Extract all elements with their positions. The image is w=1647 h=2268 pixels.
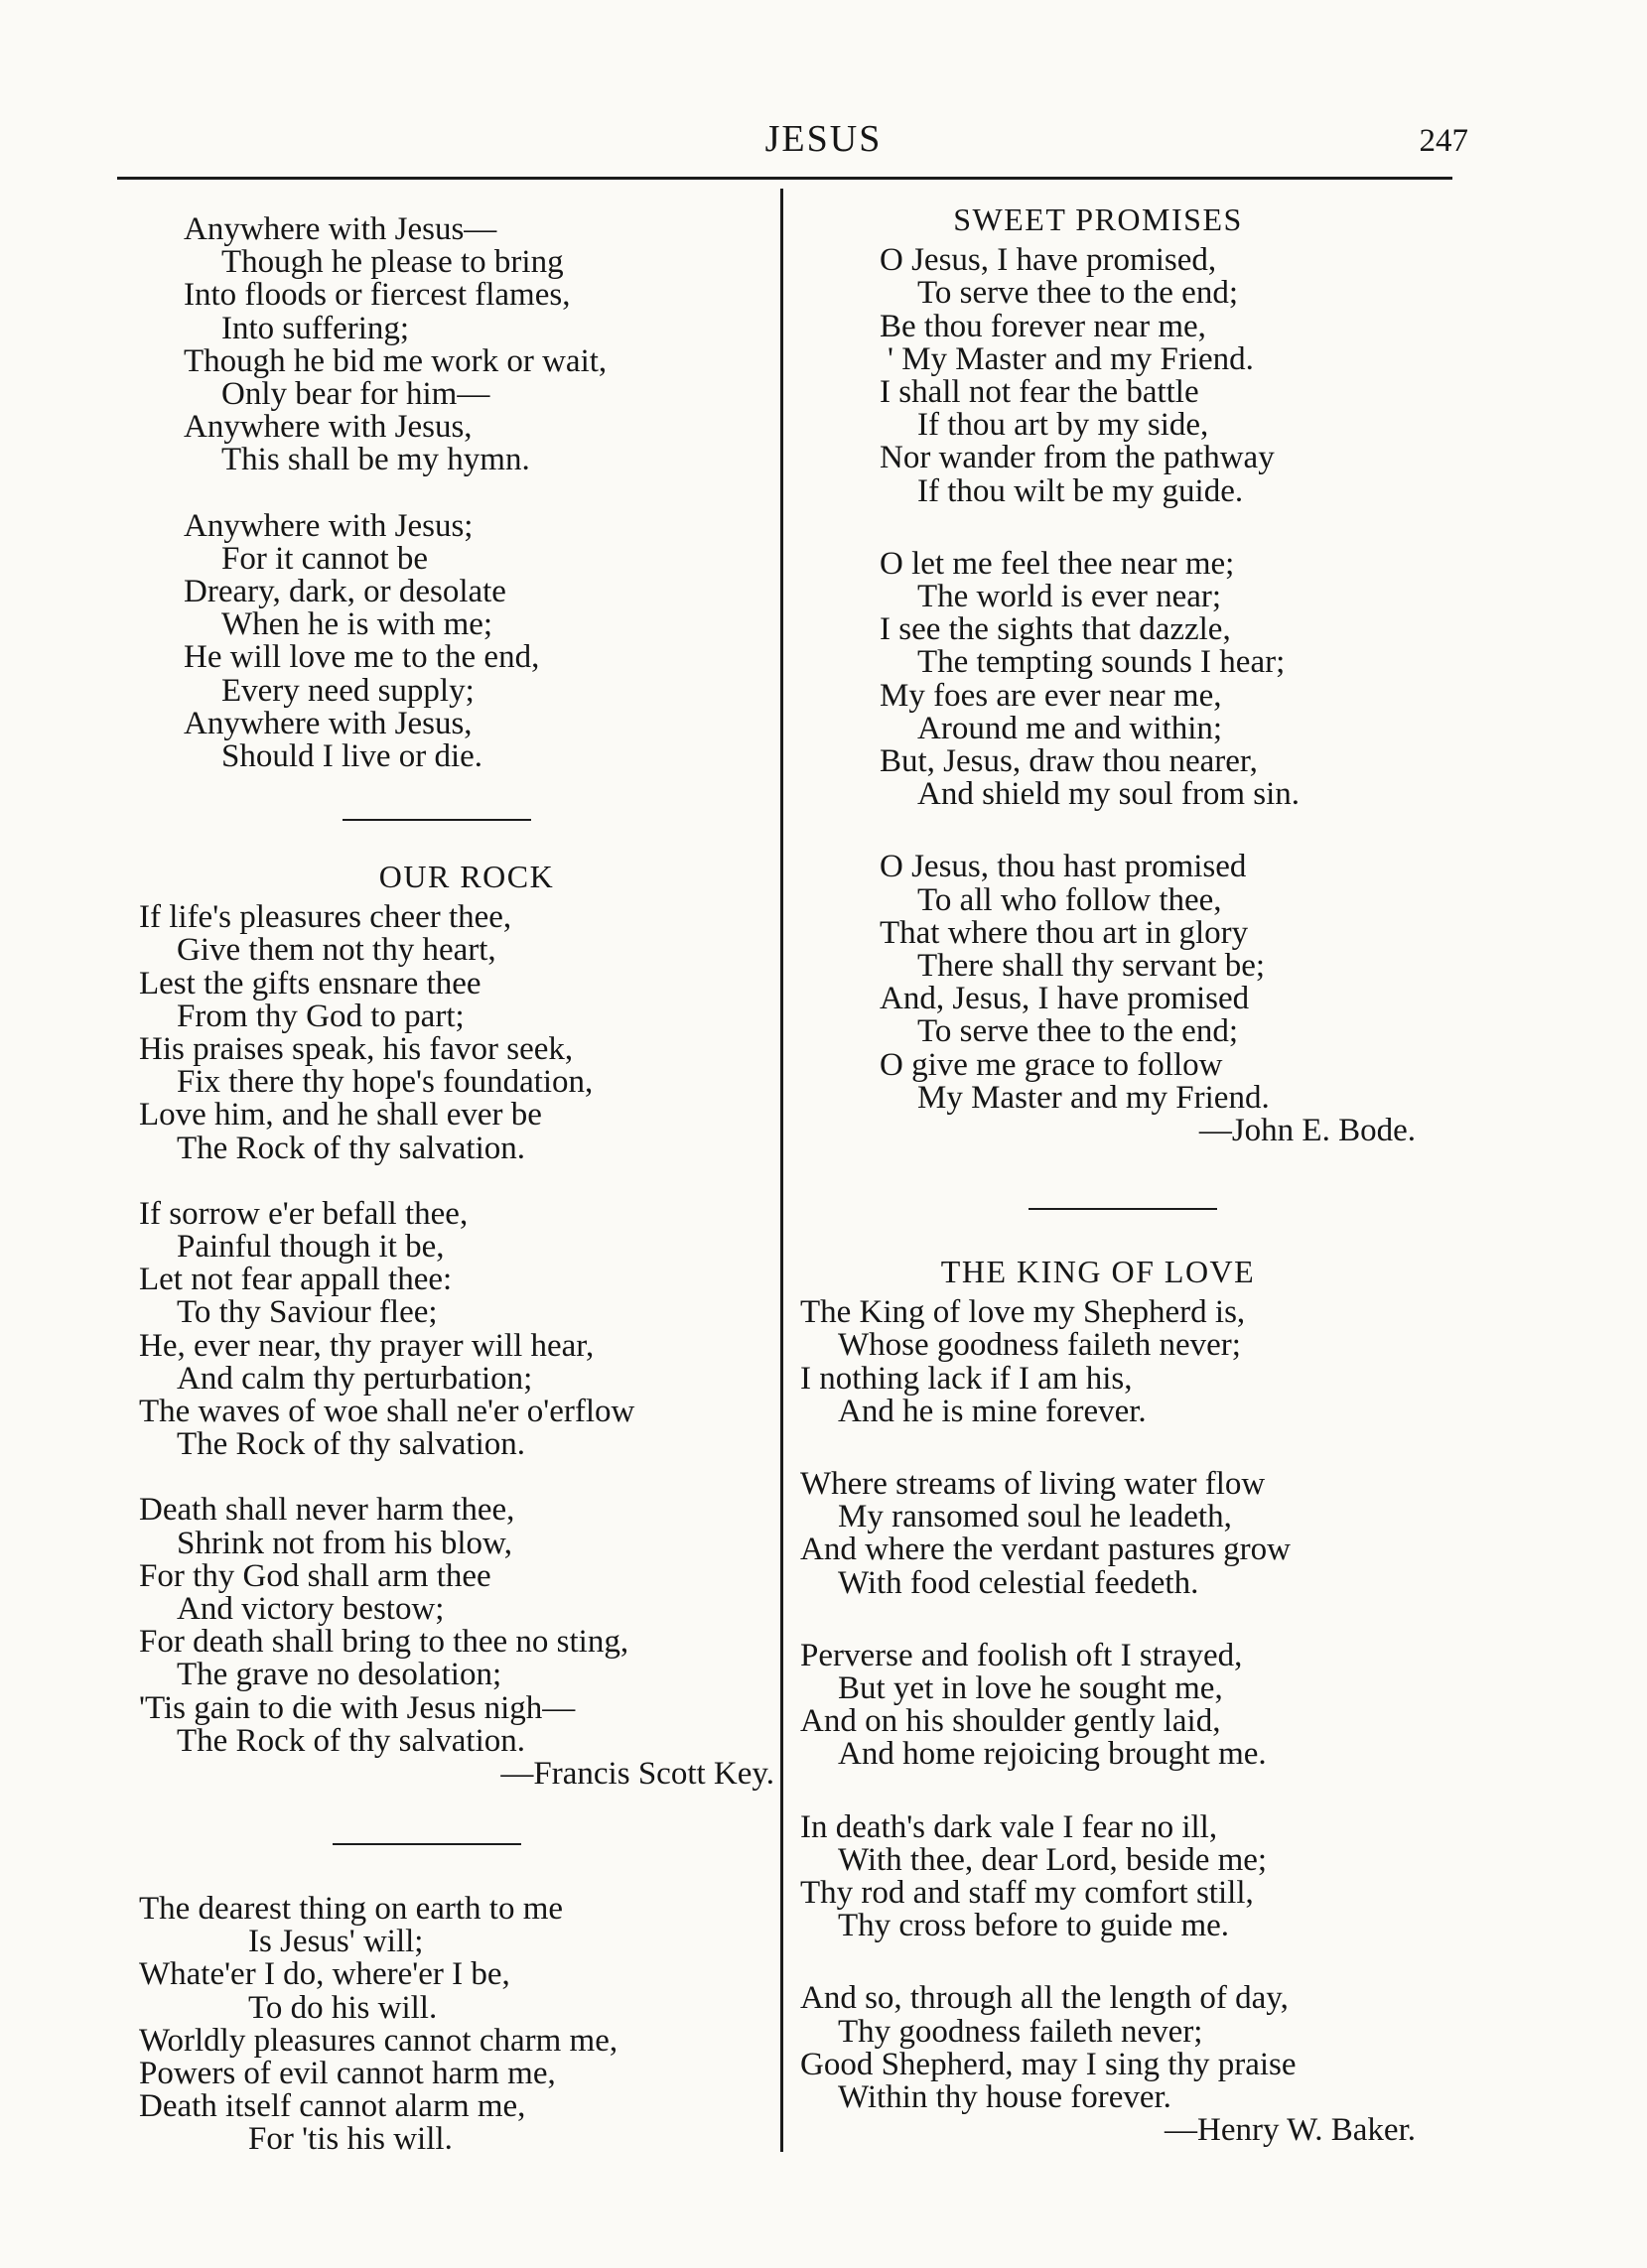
verse-line: When he is with me; [221,606,493,643]
verse-line: With thee, dear Lord, beside me; [838,1841,1268,1878]
verse-line: For 'tis his will. [248,2121,453,2158]
verse-line: Every need supply; [221,672,475,709]
verse-line: Fix there thy hope's foundation, [177,1064,594,1101]
verse-line: Into floods or fiercest flames, [184,277,571,314]
verse-line: Let not fear appall thee: [139,1262,453,1298]
verse-line: If thou art by my side, [917,407,1209,444]
verse-line: Though he bid me work or wait, [184,342,608,379]
verse-line: Shrink not from his blow, [177,1525,512,1561]
verse-line: O let me feel thee near me; [880,545,1235,582]
verse-line: The Rock of thy salvation. [177,1722,526,1759]
verse-line: I see the sights that dazzle, [880,611,1231,648]
verse-line: The world is ever near; [917,579,1222,615]
verse-line: Within thy house forever. [838,2079,1171,2116]
verse-line: And shield my soul from sin. [917,776,1300,813]
stanza [800,1982,1445,2114]
verse-line: I shall not fear the battle [880,374,1199,411]
verse-line: And where the verdant pastures grow [800,1532,1291,1568]
section-divider [343,819,531,821]
verse-line: And calm thy perturbation; [177,1360,533,1397]
hymn-author: —Henry W. Baker. [1165,2112,1416,2149]
verse-line: O give me grace to follow [880,1046,1223,1083]
verse-line: To serve thee to the end; [917,275,1238,312]
verse-line: And, Jesus, I have promised [880,981,1250,1017]
hymn-anywhere [184,213,740,773]
verse-line: To all who follow thee, [917,881,1222,918]
verse-line: For it cannot be [221,540,429,577]
hymn-title: SWEET PROMISES [953,201,1243,237]
verse-line: Anywhere with Jesus, [184,705,473,741]
verse-line: If sorrow e'er befall thee, [139,1195,469,1232]
verse-line: His praises speak, his favor seek, [139,1031,574,1068]
verse-line: He will love me to the end, [184,639,540,676]
verse-line: Powers of evil cannot harm me, [139,2056,556,2092]
hymn-title: THE KING OF LOVE [940,1254,1256,1289]
verse-line: With food celestial feedeth. [838,1564,1199,1601]
verse-line: And he is mine forever. [838,1393,1147,1429]
hymn-sweet-promises [880,203,1416,1147]
verse-line: Give them not thy heart, [177,932,496,969]
verse-line: I nothing lack if I am his, [800,1360,1133,1397]
verse-line: Thy cross before to guide me. [838,1908,1230,1944]
verse-line: That where thou art in glory [880,914,1249,951]
stanza [800,1296,1445,1428]
hymn-dearest-thing [139,1893,774,2157]
verse-line: To serve thee to the end; [917,1013,1238,1050]
verse-line: And so, through all the length of day, [800,1980,1289,2017]
verse-line: The Rock of thy salvation. [177,1130,526,1166]
verse-line: The tempting sounds I hear; [917,644,1286,681]
verse-line: Painful though it be, [177,1229,445,1266]
verse-line: And victory bestow; [177,1591,445,1628]
verse-line: If life's pleasures cheer thee, [139,899,512,936]
verse-line: The waves of woe shall ne'er o'erflow [139,1394,635,1430]
verse-line: Nor wander from the pathway [880,440,1275,476]
hymn-our-rock [139,861,774,1791]
verse-line: O Jesus, I have promised, [880,242,1217,279]
verse-line: ' My Master and my Friend. [888,340,1254,377]
stanza [880,244,1416,508]
verse-line: Whate'er I do, where'er I be, [139,1956,510,1993]
verse-line: My ransomed soul he leadeth, [838,1499,1232,1535]
stanza [800,1468,1445,1600]
verse-line: Only bear for him— [221,376,490,413]
hymn-king-of-love [800,1256,1445,2147]
verse-line: To do his will. [248,1989,438,2026]
verse-line: Death itself cannot alarm me, [139,2088,526,2125]
verse-line: Anywhere with Jesus; [184,507,474,544]
verse-line: There shall thy servant be; [917,948,1266,985]
verse-line: Is Jesus' will; [248,1924,424,1960]
header-rule [117,177,1452,180]
verse-line: The grave no desolation; [177,1657,502,1693]
section-divider [1029,1208,1217,1210]
verse-line: Good Shepherd, may I sing thy praise [800,2046,1297,2082]
running-head: JESUS [764,118,883,160]
hymn-author: —Francis Scott Key. [500,1756,774,1793]
verse-line: My foes are ever near me, [880,677,1222,714]
verse-line: Around me and within; [917,710,1223,746]
hymn-author: —John E. Bode. [1198,1113,1416,1149]
verse-line: The King of love my Shepherd is, [800,1294,1246,1331]
verse-line: This shall be my hymn. [221,442,530,478]
stanza [800,1637,1445,1773]
column-rule [780,189,783,2152]
verse-line: Lest the gifts ensnare thee [139,965,481,1001]
stanza [139,1494,774,1758]
verse-line: He, ever near, thy prayer will hear, [139,1327,595,1364]
verse-line: And on his shoulder gently laid, [800,1703,1221,1740]
stanza [800,1808,1445,1944]
verse-line: Love him, and he shall ever be [139,1097,542,1134]
section-divider [333,1843,521,1845]
verse-line: Worldly pleasures cannot charm me, [139,2022,618,2059]
verse-line: Thy rod and staff my comfort still, [800,1875,1254,1912]
verse-line: But yet in love he sought me, [838,1670,1223,1707]
stanza [880,851,1416,1115]
verse-line: Thy goodness faileth never; [838,2013,1203,2050]
stanza [880,545,1416,813]
verse-line: Should I live or die. [221,738,483,775]
verse-line: Whose goodness faileth never; [838,1327,1241,1364]
verse-line: Into suffering; [221,310,410,346]
hymn-title: OUR ROCK [378,859,555,894]
verse-line: From thy God to part; [177,998,465,1034]
verse-line: Death shall never harm thee, [139,1492,515,1529]
page-number: 247 [1419,123,1468,159]
verse-line: Anywhere with Jesus— [184,211,497,247]
verse-line: O Jesus, thou hast promised [880,849,1247,885]
verse-line: My Master and my Friend. [917,1079,1270,1116]
stanza [184,213,740,477]
verse-line: And home rejoicing brought me. [838,1736,1267,1773]
verse-line: The dearest thing on earth to me [139,1891,564,1927]
verse-line: For death shall bring to thee no sting, [139,1624,629,1661]
verse-line: Perverse and foolish oft I strayed, [800,1637,1243,1673]
verse-line: To thy Saviour flee; [177,1294,438,1331]
verse-line: But, Jesus, draw thou nearer, [880,743,1258,780]
verse-line: Where streams of living water flow [800,1466,1266,1503]
verse-line: The Rock of thy salvation. [177,1426,526,1463]
verse-line: Anywhere with Jesus, [184,409,473,446]
verse-line: 'Tis gain to die with Jesus nigh— [139,1689,576,1726]
stanza [184,507,740,775]
verse-line: Dreary, dark, or desolate [184,574,506,610]
verse-line: In death's dark vale I fear no ill, [800,1808,1218,1845]
stanza [139,1195,774,1463]
verse-line: Though he please to bring [221,244,564,281]
stanza [139,901,774,1165]
verse-line: For thy God shall arm thee [139,1557,491,1594]
verse-line: If thou wilt be my guide. [917,472,1244,509]
verse-line: Be thou forever near me, [880,308,1206,344]
